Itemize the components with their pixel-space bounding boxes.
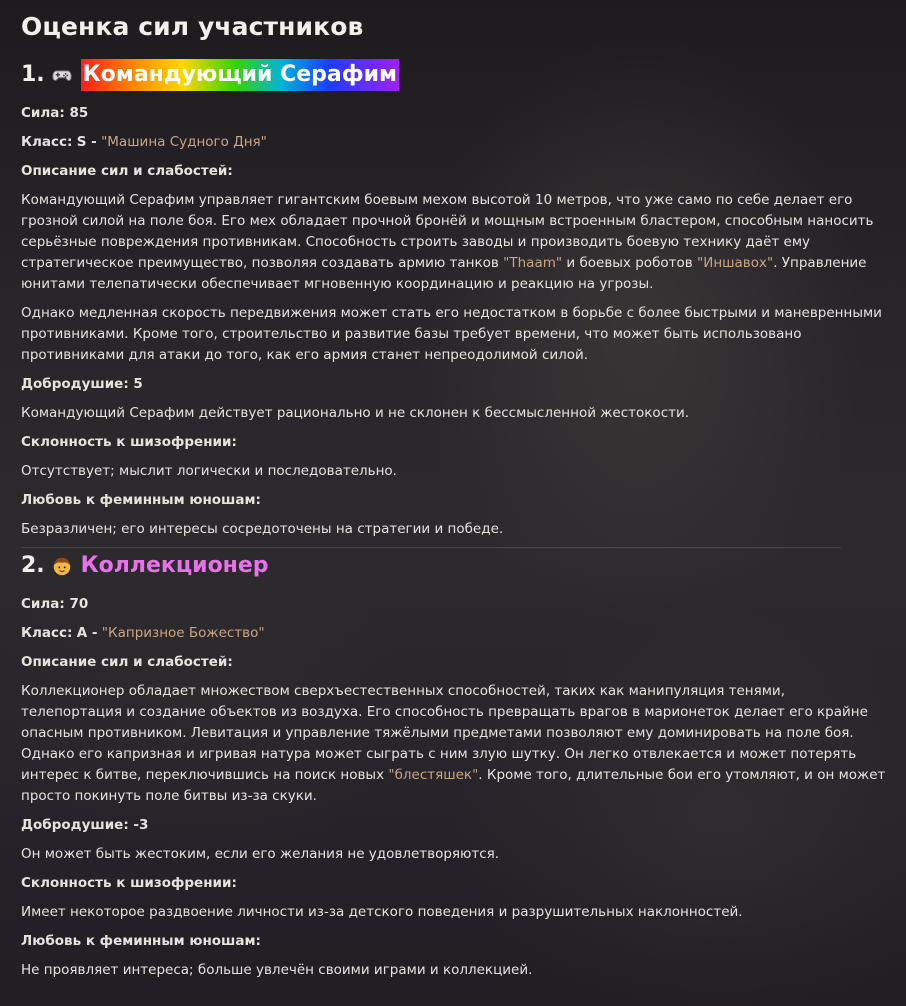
section-number: 2. — [21, 553, 45, 578]
document — [21, 0, 889, 981]
quoted-term: "Иншавох" — [697, 255, 774, 271]
class-title: "Капризное Божество" — [101, 625, 265, 641]
description-label: Описание сил и слабостей: — [21, 654, 233, 670]
class-label: Класс: — [21, 134, 73, 150]
description-text: . Кроме того, длительные бои его утомляют, и он может просто покинуть поле битвы из-за скуки. — [21, 767, 886, 804]
schizophrenia-text: Имеет некоторое раздвоение личности из-за детского поведения и разрушительных наклонностей. — [21, 904, 743, 920]
section-heading — [21, 59, 889, 91]
section-number: 1. — [21, 62, 45, 87]
schizophrenia-label: Склонность к шизофрении: — [21, 434, 237, 450]
description-text: Коллекционер обладает множеством сверхъестественных способностей, таких как манипуляция тенями, телепортация и создание объектов из воздуха. Его способность превращать врагов в марионеток делает его крайне опасным противником. Левитация и управление тяжёлыми предметами позволяют ему доминировать на поле боя. Однако его капризная и игривая натура может сыграть с ним злую шутку. Он легко отвлекается и может потерять интерес к битве, переключившись на поиск новых — [21, 683, 868, 783]
participant-section-seraphim — [21, 59, 889, 540]
child-face-icon — [51, 555, 73, 577]
participant-section-collector — [21, 550, 889, 981]
description-text: . Управление юнитами телепатически обеспечивает мгновенную координацию и реакцию на угрозы. — [21, 255, 867, 292]
strength-line — [21, 103, 889, 124]
description-paragraph — [21, 681, 889, 807]
schizophrenia-label: Склонность к шизофрении: — [21, 875, 237, 891]
description-paragraph-2: Однако медленная скорость передвижения может стать его недостатком в борьбе с более быстрыми и маневренными противниками. Кроме того, строительство и развитие базы требует времени, что может быть использовано противниками для атаки до того, как его армия станет непреодолимой силой. — [21, 305, 882, 363]
kindness-label: Добродушие: 5 — [21, 376, 143, 392]
quoted-term: "блестяшек" — [388, 767, 479, 783]
love-label: Любовь к феминным юношам: — [21, 492, 261, 508]
description-label: Описание сил и слабостей: — [21, 163, 233, 179]
description-text: Командующий Серафим управляет гигантским боевым мехом высотой 10 метров, что уже само по себе делает его грозной силой на поле боя. Его мех обладает прочной бронёй и мощным встроенным бластером, способным наносить серьёзные повреждения противникам. Способность строить заводы и производить боевую технику даёт ему стратегическое преимущество, позволяя создавать армию танков — [21, 192, 874, 271]
quoted-term: "Thaam" — [503, 255, 563, 271]
class-line — [21, 623, 889, 644]
schizophrenia-text: Отсутствует; мыслит логически и последовательно. — [21, 463, 397, 479]
section-heading — [21, 550, 889, 582]
strength-value: 85 — [69, 105, 89, 121]
class-line — [21, 132, 889, 153]
love-label: Любовь к феминным юношам: — [21, 933, 261, 949]
class-title: "Машина Судного Дня" — [101, 134, 267, 150]
strength-label: Сила: — [21, 596, 65, 612]
participant-name: Коллекционер — [80, 553, 269, 578]
class-value: S - — [76, 134, 97, 150]
love-text: Не проявляет интереса; больше увлечён своими играми и коллекцией. — [21, 962, 533, 978]
page-title: Оценка сил участников — [21, 12, 364, 41]
love-text: Безразличен; его интересы сосредоточены на стратегии и победе. — [21, 521, 504, 537]
description-text: и боевых роботов — [562, 255, 698, 271]
section-divider-wrap — [21, 540, 889, 550]
kindness-text: Он может быть жестоким, если его желания не удовлетворяются. — [21, 846, 500, 862]
class-value: A - — [76, 625, 98, 641]
participant-name: Командующий Серафим — [81, 59, 399, 91]
strength-value: 70 — [69, 596, 89, 612]
kindness-label: Добродушие: -3 — [21, 817, 149, 833]
section-divider — [21, 547, 841, 548]
strength-line — [21, 594, 889, 615]
kindness-text: Командующий Серафим действует рационально и не склонен к бессмысленной жестокости. — [21, 405, 690, 421]
gamepad-icon — [51, 64, 73, 86]
class-label: Класс: — [21, 625, 73, 641]
strength-label: Сила: — [21, 105, 65, 121]
description-paragraph — [21, 190, 889, 295]
